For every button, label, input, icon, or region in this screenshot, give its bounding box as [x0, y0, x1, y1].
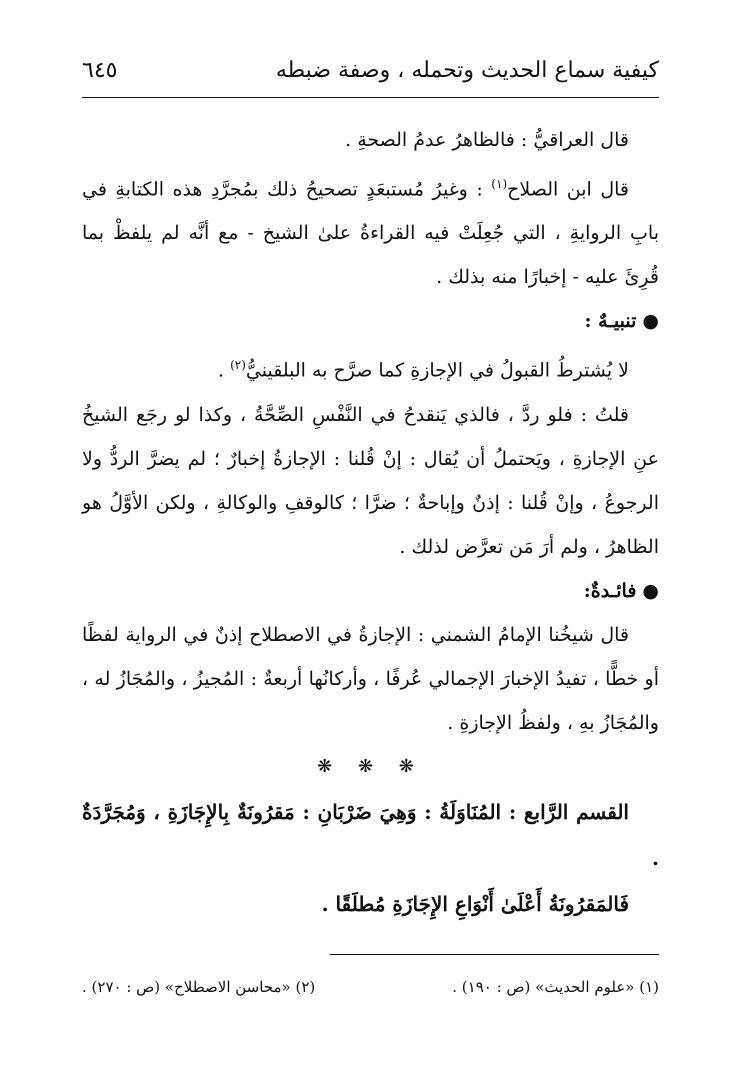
paragraph-shumunni: [82, 613, 659, 745]
page-number: ٦٤٥: [82, 58, 118, 83]
bullet-icon: ●: [642, 310, 659, 333]
section-text: فَالمَقرُونَةُ أَعْلَىٰ أَنْوَاعِ الإِجَازَةِ مُطلَقًا .: [321, 891, 629, 916]
bullet-icon: ●: [642, 579, 659, 602]
paragraph-ibn-salah: [82, 162, 659, 299]
paragraph-text: .: [217, 359, 231, 382]
paragraph-iraqi: [82, 118, 659, 162]
paragraph-text: قال ابن الصلاح: [507, 178, 630, 201]
paragraph-qultu: [82, 393, 659, 569]
page-header: [82, 52, 659, 92]
heading-faida: [82, 569, 659, 613]
heading-text: تنبيـهٌ :: [584, 310, 637, 333]
footnote-ref-2[interactable]: (٢): [230, 358, 246, 373]
header-divider: [82, 97, 659, 98]
paragraph-text: قال العراقيُّ : فالظاهرُ عدمُ الصحةِ .: [345, 129, 629, 151]
footnote-divider: [330, 954, 659, 955]
paragraph-text: قلتُ : فلو ردَّ ، فالذي يَنقدحُ في النَّفْسِ الصِّحَّةُ ، وكذا لو رجَع الشيخُ عنِ الإجازةِ ، ويَحتملُ أن يُقال : إنْ قُلنا : الإجازةُ إخبارٌ ؛ لم يضرَّ الردُّ ولا الرجوعُ ، وإنْ قُلنا : إذنٌ وإباحةٌ ؛ ضرَّا ؛ كالوقفِ والوكالةِ ، ولكن الأوَّلُ هو الظاهرُ ، ولم أرَ مَن تعرَّض لذلك .: [82, 403, 659, 558]
main-text: [82, 118, 659, 927]
heading-text: فائـدةٌ:: [583, 579, 637, 602]
paragraph-text: : وغيرُ مُستبعَدٍ تصحيحُ ذلك بمُجرَّدِ هذه الكتابةِ في بابِ الروايةِ ، التي جُعِلَتْ فيه القراءةُ علىٰ الشيخ - مع أنَّه لم يلفظْ بما قُرِئَ عليه - إخبارًا منه بذلك .: [82, 178, 659, 289]
paragraph-qabul: [82, 343, 659, 392]
section-maqruna: [82, 881, 659, 927]
section-munawala: [82, 789, 659, 881]
footnote-ref-1[interactable]: (١): [491, 177, 508, 191]
footnotes: [82, 978, 659, 996]
paragraph-text: لا يُشترطُ القبولُ في الإجازةِ كما صرَّح به البلقينيُّ: [245, 359, 629, 382]
heading-tanbih: [82, 299, 659, 343]
running-title: كيفية سماع الحديث وتحمله ، وصفة ضبطه: [275, 58, 659, 83]
section-text: القسم الرَّابع : المُنَاوَلَةُ : وَهِيَ ضَرْبَانِ : مَقرُونَةٌ بِالإِجَازَةِ ، وَمُجَرَّدَةٌ .: [82, 799, 659, 870]
footnote-2: (٢) «محاسن الاصطلاح» (ص : ٢٧٠) .: [82, 978, 316, 996]
footnote-1: (١) «علوم الحديث» (ص : ١٩٠) .: [452, 978, 659, 996]
section-separator: ❋ ❋ ❋: [317, 755, 424, 777]
paragraph-text: قال شيخُنا الإمامُ الشمني : الإجازةُ في الاصطلاح إذنٌ في الرواية لفظًا أو خطًّا ، تفيدُ الإخبارَ الإجمالي عُرفًا ، وأركانُها أربعةٌ : المُجيزُ ، والمُجَازُ له ، والمُجَازُ بهِ ، ولفظُ الإجازةِ .: [82, 623, 659, 734]
